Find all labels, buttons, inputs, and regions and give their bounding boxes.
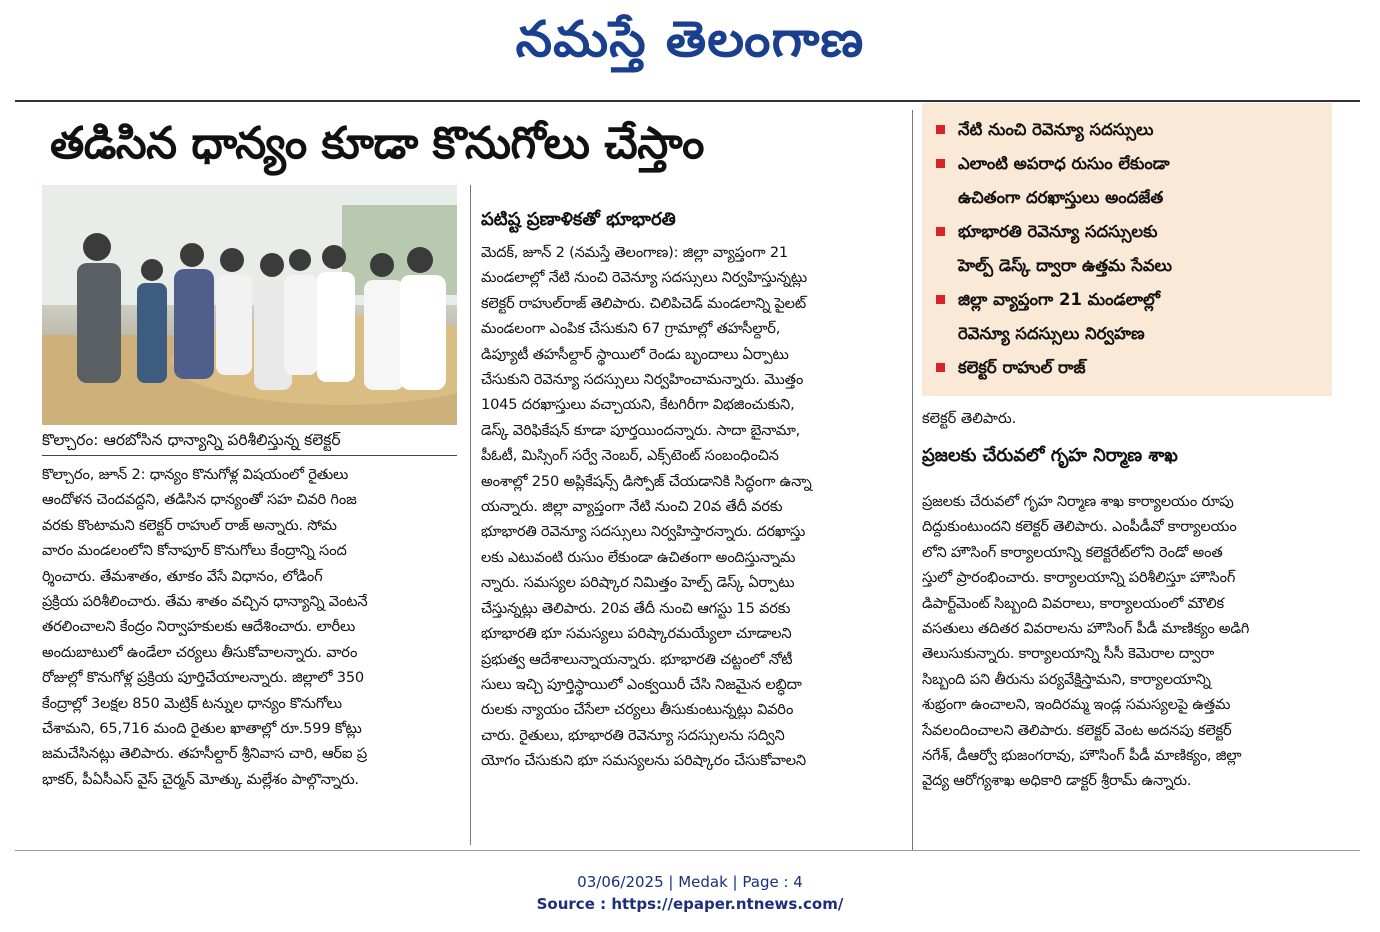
text-line: మండలాల్లో నేటి నుంచి రెవెన్యూ సదస్సులు నిర్వహిస్తున్నట్లు [481,269,807,287]
highlight-item: కలెక్టర్ రాహుల్ రాజ్ [936,351,1332,385]
footer-date-page: 03/06/2025 | Medak | Page : 4 [577,873,803,891]
highlight-item-continued: హెల్ప్ డెస్క్ ద్వారా ఉత్తమ సేవలు [958,256,1172,275]
column3-heading: ప్రజలకు చేరువలో గృహ నిర్మాణ శాఖ [922,445,1178,466]
text-line: రులకు న్యాయం చేసేలా చర్యలు తీసుకుంటున్నట్లు వివరిం [481,701,794,719]
text-line: అంశాల్లో 250 అప్లికేషన్స్ డిస్పోజ్ చేయడానికి సిద్ధంగా ఉన్నా [481,472,812,490]
text-line: ర్శించారు. తేమశాతం, తూకం వేసే విధానం, లోడింగ్ [42,567,323,585]
text-line: సిబ్బంది పని తీరును పర్యవేక్షిస్తామని, కార్యాలయాన్ని [922,670,1211,688]
article-column-3 [922,489,1347,794]
text-line: సులు ఇచ్చి పూర్తిస్థాయిలో ఎంక్వయిరీ చేసి నిజమైన లబ్ధిదా [481,675,802,693]
highlight-item: నేటి నుంచి రెవెన్యూ సదస్సులు [936,113,1332,147]
text-line: వారం మండలంలోని కోనాపూర్ కొనుగోలు కేంద్రాన్ని సంద [42,542,347,560]
highlight-item-continued: రెవెన్యూ సదస్సులు నిర్వహణ [958,324,1145,343]
text-line: ప్రక్రియ పరిశీలించారు. తేమ శాతం వచ్చిన ధాన్యాన్ని వెంటనే [42,593,368,611]
text-line: శుభ్రంగా ఉంచాలని, ఇందిరమ్మ ఇండ్ల సమస్యలపై ఉత్తమ [922,696,1231,714]
column-divider [912,110,913,850]
text-line: ప్రభుత్వ ఆదేశాలున్నాయన్నారు. భూభారతి చట్టంలో నోటీ [481,650,793,668]
text-line: దిద్దుకుంటుందని కలెక్టర్ తెలిపారు. ఎంపీడీవో కార్యాలయం [922,518,1237,536]
article-column-2 [481,240,892,774]
text-line: కలెక్టర్ రాహుల్‌రాజ్ తెలిపారు. చిలిపిచెడ్ మండలాన్ని పైలట్ [481,294,806,312]
text-line: జమచేసినట్లు తెలిపారు. తహసీల్దార్ శ్రీనివాస చారి, ఆర్ఐ ప్ర [42,745,367,763]
text-line: రోజుల్లో కొనుగోళ్ల ప్రక్రియ పూర్తిచేయాలన్నారు. జిల్లాలో 350 [42,669,365,687]
text-line: అందుబాటులో ఉండేలా చర్యలు తీసుకోవాలన్నారు. వారం [42,643,358,661]
text-line: న్నారు. సమస్యల పరిష్కార నిమిత్తం హెల్ప్ డెస్క్ ఏర్పాటు [481,574,795,592]
highlight-item: భూభారతి రెవెన్యూ సదస్సులకు [936,215,1332,249]
photo-caption: కొల్చారం: ఆరబోసిన ధాన్యాన్ని పరిశీలిస్తున్న కలెక్టర్ [42,431,341,449]
bullet-square-icon [936,159,945,168]
text-line: భూభారతి రెవెన్యూ సదస్సులు నిర్వహిస్తారన్నారు. దరఖాస్తు [481,523,806,541]
text-line: స్తులో ప్రారంభించారు. కార్యాలయాన్ని పరిశీలిస్తూ హౌసింగ్ [922,569,1236,587]
article-column-1 [42,462,458,792]
caption-rule [42,455,457,456]
text-line: ఆందోళన చెందవద్దని, తడిసిన ధాన్యంతో సహ చివరి గింజ [42,491,357,509]
text-line: యన్నారు. జిల్లా వ్యాప్తంగా నేటి నుంచి 20వ తేదీ వరకు [481,498,783,516]
text-line: మెదక్, జూన్ 2 (నమస్తే తెలంగాణ): జిల్లా వ్యాప్తంగా 21 [481,244,788,261]
text-line: భాకర్, పీఏసీఎస్ వైస్ చైర్మన్ మోత్కు మల్లేశం పాల్గొన్నారు. [42,770,359,788]
column2-heading: పటిష్ట ప్రణాళికతో భూభారతి [481,209,676,230]
column2-tail: కలెక్టర్ తెలిపారు. [922,410,1017,427]
page-bottom-rule [15,850,1360,851]
text-line: సేవలందించాలని తెలిపారు. కలెక్టర్ వెంట అదనపు కలెక్టర్ [922,721,1232,739]
highlight-item: జిల్లా వ్యాప్తంగా 21 మండలాల్లో [936,283,1332,317]
text-line: భూభారతి భూ సమస్యలు పరిష్కారమయ్యేలా చూడాలని [481,625,792,643]
headline: తడిసిన ధాన్యం కూడా కొనుగోలు చేస్తాం [50,118,704,169]
column-divider [470,185,471,845]
text-line: 1045 దరఖాస్తులు వచ్చాయని, కేటగిరీగా విభజించుకుని, [481,396,795,414]
text-line: తరలించాలని కేంద్రం నిర్వాహకులకు ఆదేశించారు. లారీలు [42,618,356,636]
highlight-item: ఎలాంటి అపరాధ రుసుం లేకుండా [936,147,1332,181]
text-line: కొల్చారం, జూన్ 2: ధాన్యం కొనుగోళ్ల విషయంలో రైతులు [42,466,349,483]
bullet-square-icon [936,363,945,372]
text-line: వరకు కొంటామని కలెక్టర్ రాహుల్ రాజ్ అన్నారు. సోమ [42,516,337,534]
text-line: డిప్యూటీ తహసీల్దార్ స్థాయిలో రెండు బృందాలు ఏర్పాటు [481,345,789,363]
text-line: వసతులు తదితర వివరాలను హౌసింగ్ పీడీ మాణిక్యం అడిగి [922,620,1250,638]
text-line: వైద్య ఆరోగ్యశాఖ అధికారి డాక్టర్ శ్రీరామ్ ఉన్నారు. [922,772,1192,790]
text-line: యోగం చేసుకుని భూ సమస్యలను పరిష్కారం చేసుకోవాలని [481,752,806,770]
highlight-item-continued: ఉచితంగా దరఖాస్తులు అందజేత [958,188,1164,207]
text-line: డిపార్ట్‌మెంట్ సిబ్బంది వివరాలు, కార్యాలయంలో మౌలిక [922,594,1224,612]
text-line: నగేశ్, డీఆర్వో భుజంగరావు, హౌసింగ్ పీడీ మాణిక్యం, జిల్లా [922,747,1242,765]
text-line: డెస్క్ వెరిఫికేషన్ కూడా పూర్తయిందన్నారు. సాదా బైనామా, [481,421,801,439]
text-line: చేసుకుని రెవెన్యూ సదస్సులు నిర్వహించామన్నారు. మొత్తం [481,371,804,389]
text-line: లోని హౌసింగ్ కార్యాలయాన్ని కలెక్టరేట్‌లోని రెండో అంత [922,543,1223,561]
text-line: తెలుసుకున్నారు. కార్యాలయాన్ని సీసీ కెమెరాల ద్వారా [922,645,1214,663]
text-line: కేంద్రాల్లో 3లక్షల 850 మెట్రిక్ టన్నుల ధాన్యం కొనుగోలు [42,694,342,712]
text-line: చేశామని, 65,716 మంది రైతుల ఖాతాల్లో రూ.599 కోట్లు [42,720,362,738]
bullet-square-icon [936,227,945,236]
text-line: పీఓటీ, మిస్సింగ్ సర్వే నెంబర్, ఎక్స్‌టెంట్ సంబంధించిన [481,447,779,465]
highlights-box [922,103,1332,396]
masthead-logo: నమస్తే తెలంగాణ [515,10,865,69]
text-line: మండలంగా ఎంపిక చేసుకుని 67 గ్రామాల్లో తహసీల్దార్, [481,320,781,338]
footer-source: Source : https://epaper.ntnews.com/ [536,895,844,913]
masthead-rule [15,100,1360,102]
text-line: ప్రజలకు చేరువలో గృహ నిర్మాణ శాఖ కార్యాలయం రూపు [922,493,1234,510]
news-photo [42,185,457,425]
bullet-square-icon [936,295,945,304]
text-line: చారు. రైతులు, భూభారతి రెవెన్యూ సదస్సులను సద్విని [481,726,785,744]
bullet-square-icon [936,125,945,134]
news-photo-illustration [42,185,457,425]
text-line: చేస్తున్నట్లు తెలిపారు. 20వ తేదీ నుంచి ఆగస్టు 15 వరకు [481,599,791,617]
text-line: లకు ఎటువంటి రుసుం లేకుండా ఉచితంగా అందిస్తున్నామ [481,548,796,566]
